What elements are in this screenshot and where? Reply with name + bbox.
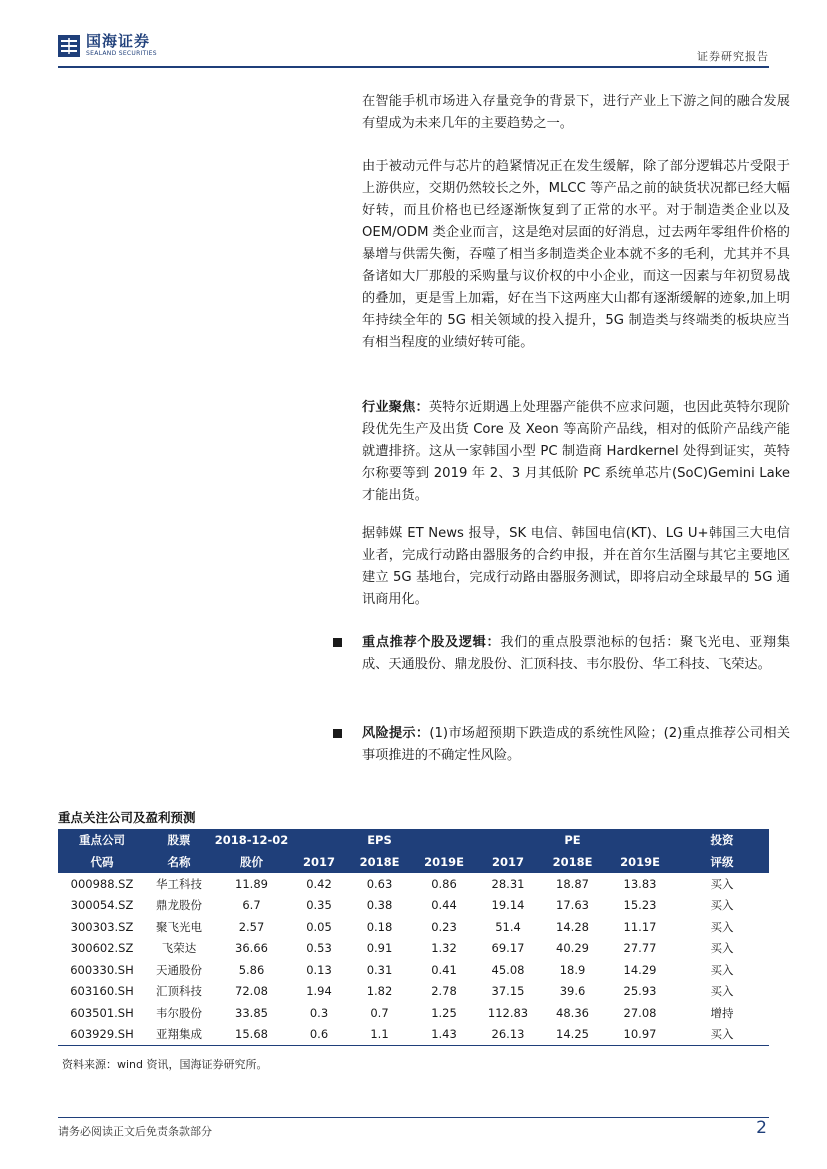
table-cell: 汇顶科技 <box>156 984 202 999</box>
table-header-cell: 投资 <box>675 829 769 851</box>
paragraph-text: 由于被动元件与芯片的趋紧情况正在发生缓解，除了部分逻辑芯片受限于上游供应，交期仍然较长之外，MLCC 等产品之前的缺货状况都已经大幅好转，而且价格也已经逐渐恢复到了正常的水平。对于制造类企业以及 OEM/ODM 类企业而言，这是绝对层面的好消息，过去两年零组件价格的暴增与供需失衡，吞噬了相当多制造类企业本就不多的毛利，尤其并不具备诸如大厂那般的采购量与议价权的中小企业，而这一因素与年初贸易战的叠加，更是雪上加霜，好在当下这两座大山都有逐渐缓解的迹象,加上明年持续全年的 5G 相关领域的投入提升，5G 制造类与终端类的板块应当有相当程度的业绩好转可能。 <box>362 159 790 350</box>
table-cell: 39.6 <box>559 984 586 999</box>
table-header-cell: 2019E <box>605 851 675 873</box>
table-cell: 0.38 <box>366 898 393 913</box>
table-cell: 0.42 <box>306 876 332 891</box>
table-header-cell: 评级 <box>675 851 769 873</box>
table-cell: 33.85 <box>235 1005 268 1020</box>
table-cell: 40.29 <box>556 941 589 956</box>
page-number: 2 <box>756 1118 767 1138</box>
table-cell: 亚翔集成 <box>146 1024 212 1046</box>
table-cell: 韦尔股份 <box>156 1005 202 1020</box>
table-cell: 11.17 <box>623 919 657 934</box>
table-header-cell <box>412 829 476 851</box>
square-bullet-icon <box>333 729 342 738</box>
table-header-cell: 2018E <box>347 851 412 873</box>
table-cell: 0.05 <box>306 919 332 934</box>
table-cell: 300054.SZ <box>70 898 134 913</box>
table-row <box>58 938 769 960</box>
table-cell: 0.86 <box>431 876 457 891</box>
table-cell: 11.89 <box>235 876 268 891</box>
bullet-text: 我们的重点股票池标的包括：聚飞光电、亚翔集成、天通股份、鼎龙股份、汇顶科技、韦尔股份、华工科技、飞荣达。 <box>362 635 791 672</box>
footer-divider <box>58 1117 769 1118</box>
table-header-row-1 <box>58 829 769 851</box>
table-cell: 603160.SH <box>70 984 134 999</box>
table-cell: 0.3 <box>309 1005 329 1020</box>
recommended-stocks-bullet <box>333 632 790 676</box>
table-cell: 603929.SH <box>58 1024 146 1046</box>
table-cell: 买入 <box>710 876 734 891</box>
footer-disclaimer: 请务必阅读正文后免责条款部分 <box>58 1125 212 1138</box>
table-cell: 0.91 <box>366 941 393 956</box>
table-cell: 1.43 <box>412 1024 476 1046</box>
table-cell: 聚飞光电 <box>156 919 202 934</box>
table-cell: 买入 <box>710 941 734 956</box>
table-cell: 买入 <box>710 919 734 934</box>
table-cell: 买入 <box>675 1024 769 1046</box>
table-header-cell: 2017 <box>291 851 347 873</box>
table-source-note: 资料来源：wind 资讯，国海证券研究所。 <box>62 1058 268 1071</box>
table-cell: 15.68 <box>212 1024 291 1046</box>
report-type-label: 证券研究报告 <box>697 50 769 63</box>
table-header-cell: PE <box>540 829 605 851</box>
table-cell: 27.08 <box>623 1005 657 1020</box>
table-cell: 5.86 <box>238 962 265 977</box>
table-cell: 36.66 <box>235 941 268 956</box>
table-cell: 0.41 <box>431 962 457 977</box>
table-header-cell: EPS <box>347 829 412 851</box>
table-row <box>58 895 769 917</box>
table-cell: 1.94 <box>306 984 332 999</box>
table-cell: 15.23 <box>623 898 657 913</box>
table-cell: 603501.SH <box>70 1005 134 1020</box>
table-cell: 27.77 <box>623 941 657 956</box>
table-cell: 48.36 <box>556 1005 589 1020</box>
industry-focus-text: 英特尔近期遇上处理器产能供不应求问题，也因此英特尔现阶段优先生产及出货 Core 及 Xeon 等高阶产品线，相对的低阶产品线产能就遭排挤。这从一家韩国小型 PC 制造商 Hardkernel 处得到证实，英特尔称要等到 2019 年 2、3 月其低阶 PC 系统单芯片(SoC)Gemini Lake 才能出货。 <box>362 400 790 503</box>
table-header-cell: 股价 <box>212 851 291 873</box>
company-logo <box>58 34 157 57</box>
table-cell: 天通股份 <box>156 962 202 977</box>
table-cell: 增持 <box>710 1005 734 1020</box>
table-cell: 37.15 <box>491 984 525 999</box>
table-cell: 0.53 <box>306 941 332 956</box>
table-cell: 0.23 <box>431 919 457 934</box>
table-cell: 0.6 <box>291 1024 347 1046</box>
table-cell: 0.31 <box>366 962 393 977</box>
industry-focus-lead: 行业聚焦： <box>362 400 429 415</box>
table-cell: 300602.SZ <box>70 941 134 956</box>
table-cell: 买入 <box>710 962 734 977</box>
table-cell: 2.57 <box>238 919 265 934</box>
table-cell: 300303.SZ <box>70 919 134 934</box>
page-header <box>0 0 827 72</box>
table-cell: 18.87 <box>556 876 589 891</box>
table-cell: 69.17 <box>491 941 525 956</box>
table-row <box>58 916 769 938</box>
table-cell: 19.14 <box>491 898 525 913</box>
table-cell: 6.7 <box>242 898 261 913</box>
bullet-lead: 重点推荐个股及逻辑： <box>362 635 501 650</box>
sealand-logo-icon <box>58 35 80 57</box>
risk-warning-bullet <box>333 723 790 767</box>
table-cell: 28.31 <box>491 876 525 891</box>
table-cell: 14.28 <box>556 919 589 934</box>
table-header-cell: 2018E <box>540 851 605 873</box>
table-cell: 112.83 <box>487 1005 529 1020</box>
table-cell: 0.7 <box>370 1005 389 1020</box>
news-paragraph <box>362 523 790 611</box>
table-cell: 2.78 <box>431 984 457 999</box>
square-bullet-icon <box>333 638 342 647</box>
table-cell: 26.13 <box>476 1024 540 1046</box>
table-cell: 600330.SH <box>70 962 134 977</box>
table-cell: 0.18 <box>366 919 393 934</box>
table-header-cell: 名称 <box>146 851 212 873</box>
table-cell: 买入 <box>710 898 734 913</box>
earnings-forecast-table <box>58 829 769 1046</box>
table-header-row-2 <box>58 851 769 873</box>
table-header-cell: 2017 <box>476 851 540 873</box>
table-cell: 25.93 <box>623 984 657 999</box>
industry-focus-paragraph <box>362 397 790 507</box>
table-header-cell: 代码 <box>58 851 146 873</box>
table-header-cell: 2018-12-02 <box>212 829 291 851</box>
paragraph-text: 在智能手机市场进入存量竞争的背景下，进行产业上下游之间的融合发展有望成为未来几年的主要趋势之一。 <box>362 94 790 131</box>
table-body <box>58 873 769 1046</box>
table-cell: 13.83 <box>623 876 657 891</box>
table-cell: 14.29 <box>623 962 657 977</box>
table-row <box>58 1024 769 1046</box>
table-cell: 18.9 <box>559 962 586 977</box>
table-cell: 1.1 <box>347 1024 412 1046</box>
table-header-cell: 重点公司 <box>58 829 146 851</box>
table-cell: 0.44 <box>431 898 457 913</box>
table-header-cell <box>476 829 540 851</box>
table-cell: 17.63 <box>556 898 589 913</box>
table-cell: 72.08 <box>235 984 268 999</box>
table-cell: 鼎龙股份 <box>156 898 202 913</box>
table-cell: 1.82 <box>366 984 393 999</box>
table-title: 重点关注公司及盈利预测 <box>58 810 196 825</box>
table-cell: 000988.SZ <box>70 876 134 891</box>
paragraph-1 <box>362 91 790 135</box>
logo-name-en: SEALAND SECURITIES <box>86 50 157 57</box>
table-cell: 0.35 <box>306 898 332 913</box>
table-cell: 14.25 <box>540 1024 605 1046</box>
logo-name-cn: 国海证券 <box>86 32 151 50</box>
table-cell: 10.97 <box>605 1024 675 1046</box>
table-cell: 买入 <box>710 984 734 999</box>
table-cell: 1.25 <box>431 1005 457 1020</box>
table-cell: 华工科技 <box>156 876 202 891</box>
table-row <box>58 981 769 1003</box>
table-cell: 1.32 <box>431 941 457 956</box>
table-row <box>58 959 769 981</box>
table-cell: 45.08 <box>491 962 525 977</box>
table-cell: 0.13 <box>306 962 332 977</box>
table-cell: 0.63 <box>366 876 393 891</box>
table-header-cell <box>291 829 347 851</box>
table-cell: 飞荣达 <box>161 941 197 956</box>
bullet-lead: 风险提示： <box>362 726 430 741</box>
paragraph-2 <box>362 156 790 354</box>
table-row <box>58 1002 769 1024</box>
header-divider <box>58 66 769 68</box>
paragraph-text: 据韩媒 ET News 报导，SK 电信、韩国电信(KT)、LG U+韩国三大电信业者，完成行动路由器服务的合约申报，并在首尔生活圈与其它主要地区建立 5G 基地台，完成行动路由器服务测试，即将启动全球最早的 5G 通讯商用化。 <box>362 526 790 607</box>
table-header-cell <box>605 829 675 851</box>
table-row <box>58 873 769 895</box>
table-header-cell: 2019E <box>412 851 476 873</box>
table-header-cell: 股票 <box>146 829 212 851</box>
table-cell: 51.4 <box>495 919 521 934</box>
bullet-text: (1)市场超预期下跌造成的系统性风险；(2)重点推荐公司相关事项推进的不确定性风险。 <box>362 726 791 763</box>
